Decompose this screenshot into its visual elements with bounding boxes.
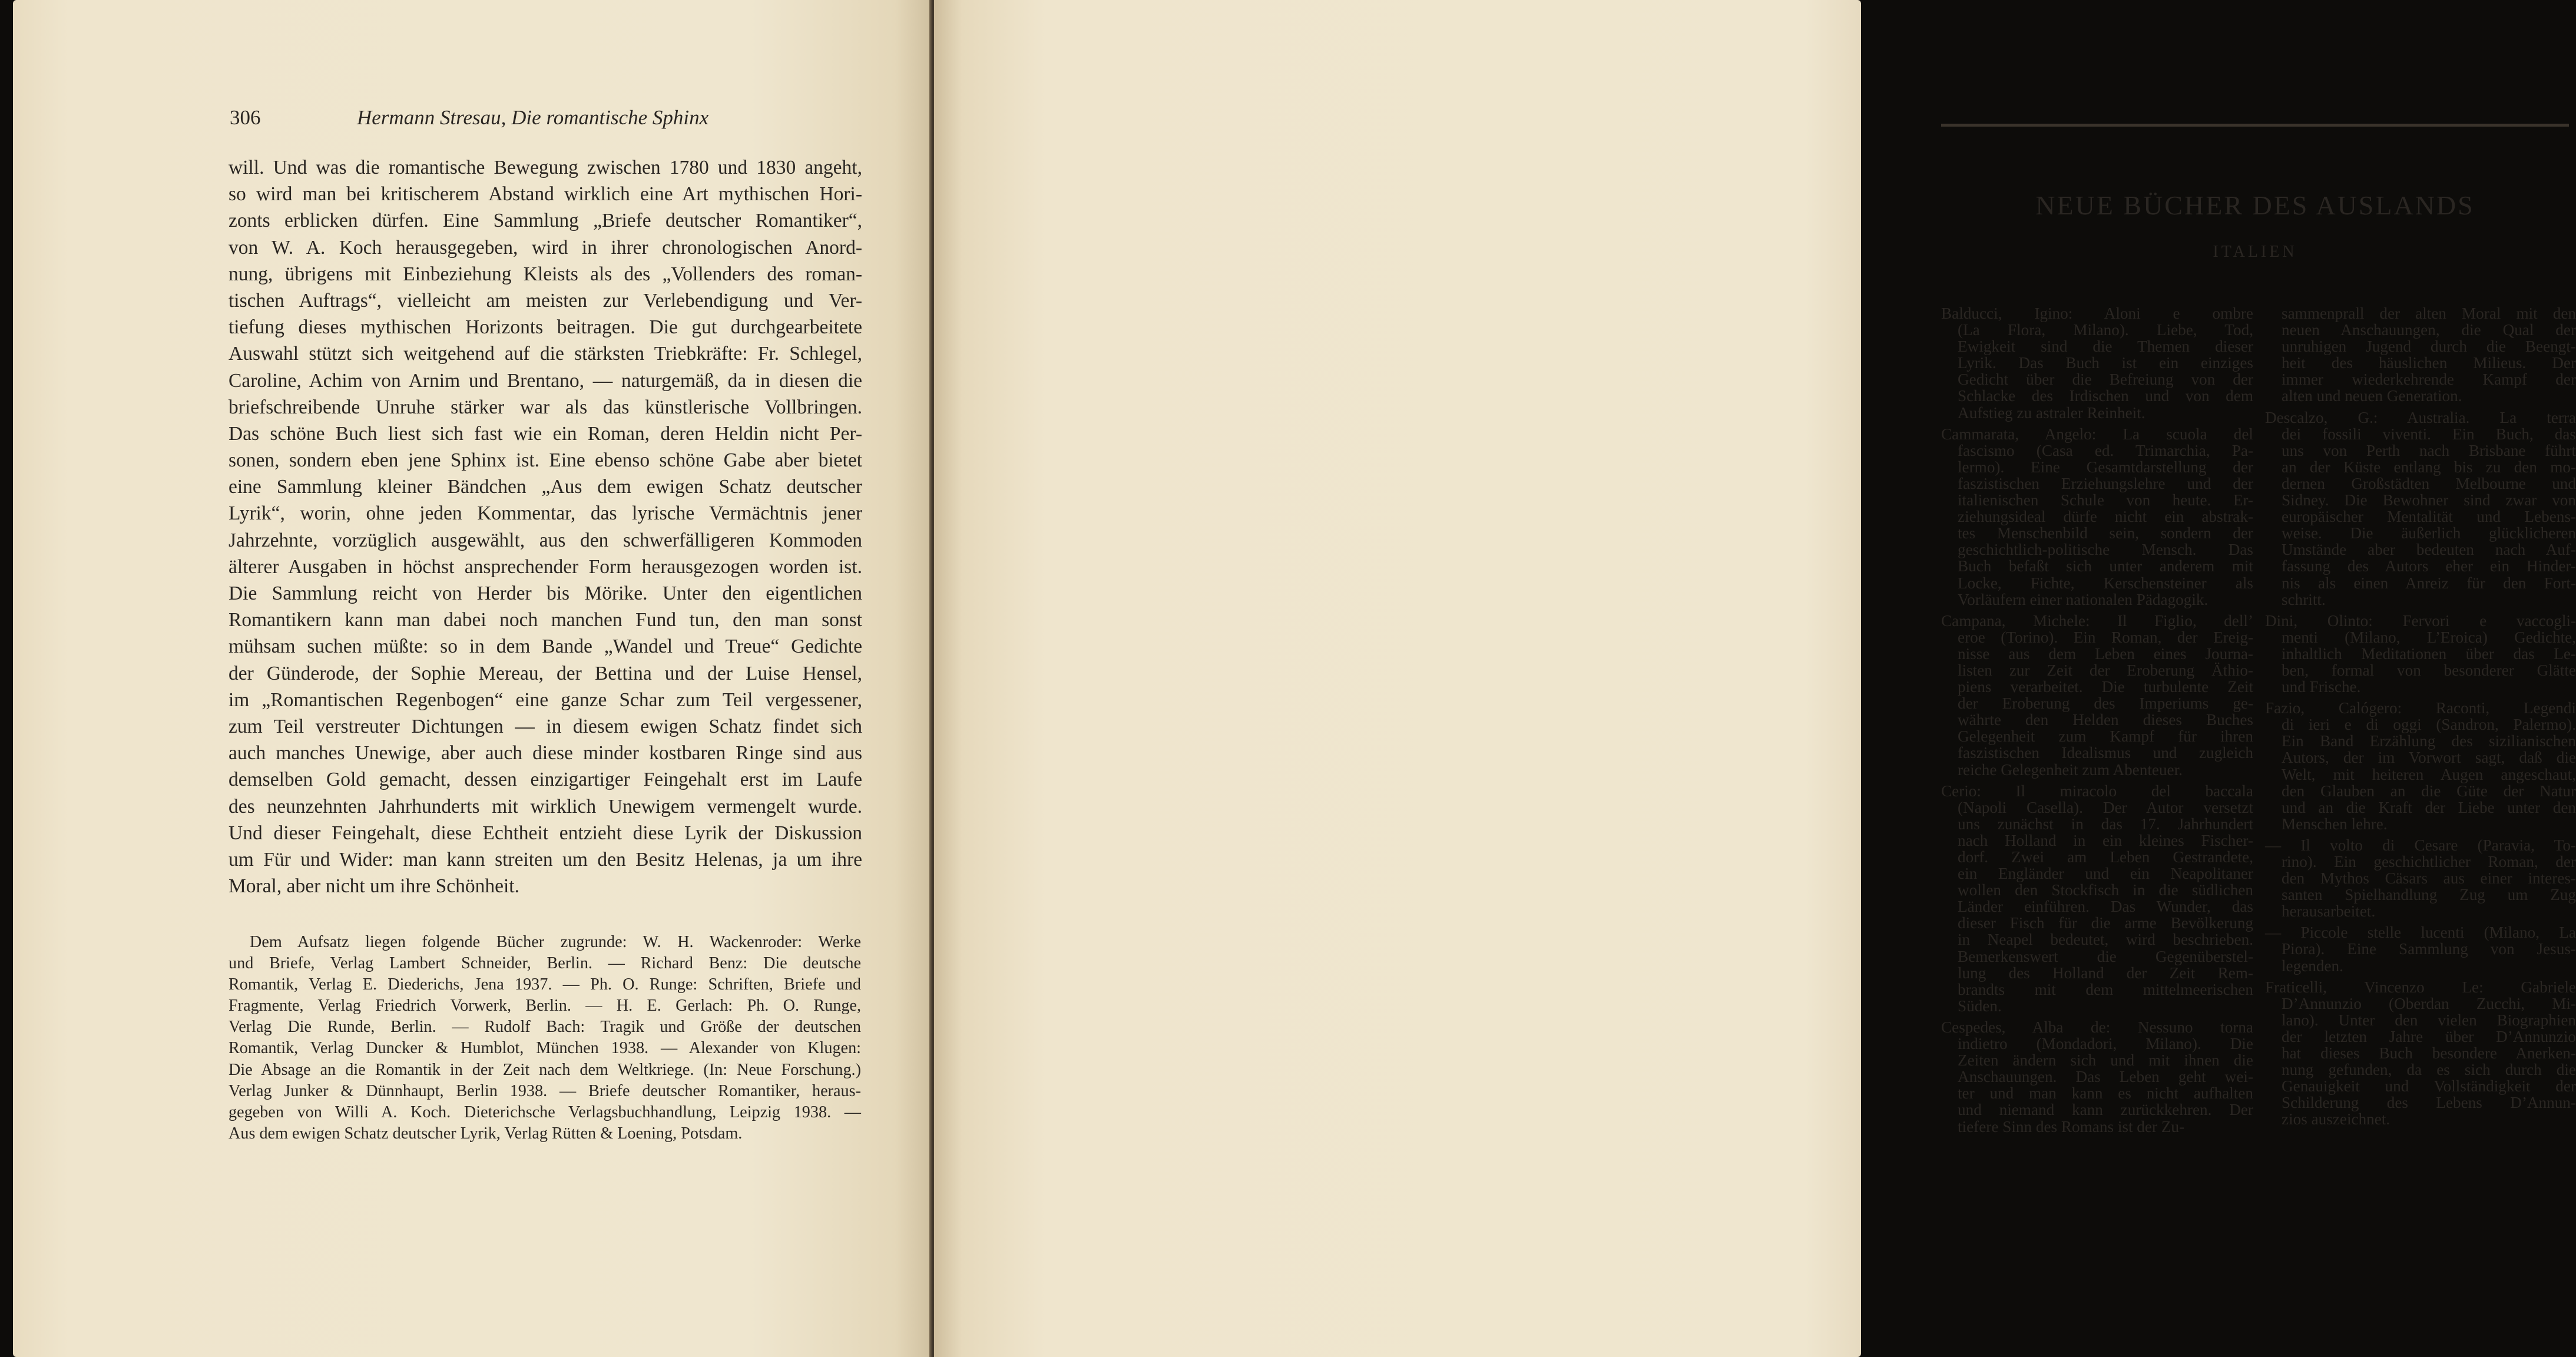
book-entry-line: Sidney. Die Bewohner sind zwar von [2282,491,2576,509]
book-entry-line: brandts mit dem mittelmeerischen [1958,980,2253,998]
body-line: der Günderode, der Sophie Mereau, der Bettina und der Luise Hensel, [229,662,862,684]
body-line: Auswahl stützt sich weitgehend auf die stärksten Triebkräfte: Fr. Schlegel, [229,343,862,365]
book-entry-line: und niemand kann zurückkehren. Der [1958,1101,2253,1119]
body-line: Romantikern kann man dabei noch manchen Fund tun, den man sonst [229,609,862,631]
book-entry-line: nis als einen Anreiz für den Fort- [2282,574,2576,592]
book-entry-line: indietro (Mondadori, Milano). Die [1958,1035,2253,1053]
book-entry-line: und Frische. [2282,678,2361,696]
book-entry-heading: Dini, Olinto: Fervori e vaccogli- [2265,611,2576,630]
book-entry-line: an der Küste entlang bis zu den mo- [2282,458,2576,476]
footnote-line: und Briefe, Verlag Lambert Schneider, Berlin. — Richard Benz: Die deutsche [229,954,861,973]
book-entry-line: Süden. [1958,997,2002,1015]
book-entry-line: fassung des Autors eher ein Hinder- [2282,557,2576,575]
book-entry-line: Gelegenheit zum Kampf für ihren [1958,727,2253,746]
footnote-line: Romantik, Verlag Duncker & Humblot, München 1938. — Alexander von Klugen: [229,1039,861,1058]
book-entry-heading: — Piccole stelle lucenti (Milano, La [2265,924,2576,942]
book-entry-line: Umstände aber bedeuten nach Auf- [2282,541,2576,559]
book-entry-line: ein Engländer und ein Neapolitaner [1958,865,2253,883]
body-line: tischen Auftrags“, vielleicht am meisten zur Verlebendigung und Ver- [229,289,862,312]
body-line: im „Romantischen Regenbogen“ eine ganze Schar zum Teil vergessener, [229,689,862,711]
book-entry [2265,979,2576,1128]
book-entry-line: Ewigkeit sind die Themen dieser [1958,337,2253,356]
book-entry-line: listen zur Zeit der Eroberung Äthio- [1958,661,2253,679]
footnote-line: Fragmente, Verlag Friedrich Vorwerk, Berlin. — H. E. Gerlach: Ph. O. Runge, [229,997,861,1015]
body-line: älterer Ausgaben in höchst ansprechender Form herausgezogen worden ist. [229,555,862,578]
body-text [229,154,862,899]
book-entry-line: ziehungsideal dürfe nicht ein abstrak- [1958,508,2253,526]
body-line: mühsam suchen müßte: so in dem Bande „Wandel und Treue“ Gedichte [229,636,862,658]
book-entry-line: unruhigen Jugend durch die Beengt- [2282,337,2576,356]
book-entry-line: sammenprall der alten Moral mit den [2282,305,2576,322]
book-entry-line: di ieri e di oggi (Sandron, Palermo). [2282,716,2576,734]
section-title: NEUE BÜCHER DES AUSLANDS [2035,190,2475,220]
section-subtitle: ITALIEN [2213,243,2297,261]
body-line: von W. A. Koch herausgegeben, wird in ihrer chronologischen Anord- [229,236,862,259]
footnote-line: Aus dem ewigen Schatz deutscher Lyrik, Verlag Rütten & Loening, Potsdam. [229,1124,743,1143]
book-entry-line: Buch befaßt sich unter anderem mit [1958,557,2253,575]
body-line: eine Sammlung kleiner Bändchen „Aus dem ewigen Schatz deutscher [229,476,862,498]
book-entry-line: Schlacke des Irdischen und von dem [1958,387,2253,405]
book-entry-line: dei fossili viventi. Ein Buch, das [2282,425,2576,443]
book-entry-line: schritt. [2282,590,2326,608]
book-entry-line: den Glauben an die Güte der Natur [2282,782,2576,800]
body-line: Jahrzehnte, vorzüglich ausgewählt, aus den schwerfälligeren Kommoden [229,529,862,551]
book-entry-line: den Mythos Cäsars aus einer interes- [2282,869,2576,888]
book-entry-heading: Cerio: Il miracolo del baccala [1941,782,2253,800]
book-entry [2265,924,2576,974]
footnote-line: Verlag Die Runde, Berlin. — Rudolf Bach: Tragik und Größe der deutschen [229,1018,861,1037]
body-line: sonen, sondern eben jene Sphinx ist. Eine ebenso schöne Gabe aber bietet [229,449,862,472]
footnote-line: Verlag Junker & Dünnhaupt, Berlin 1938. — Briefe deutscher Romantiker, heraus- [229,1081,861,1100]
book-entry-line: dernen Großstädten Melbourne und [2282,474,2576,492]
book-entry-line: immer wiederkehrende Kampf der [2282,370,2576,389]
book-entry-line: Lyrik. Das Buch ist ein einziges [1958,354,2253,372]
book-entry-line: heit des häuslichen Milieus. Der [2282,354,2576,372]
book-entry [1941,305,2253,421]
book-entry-line: in Neapel bedeutet, wird beschrieben. [1958,931,2253,949]
book-entry-line: italienischen Schule von heute. Er- [1958,491,2253,509]
book-entry-line: rino). Ein geschichtlicher Roman, der [2282,853,2576,871]
book-entry-line: Autors, der im Vorwort sagt, daß die [2282,749,2576,767]
running-head-title: Hermann Stresau, Die romantische Sphinx [357,106,709,129]
body-line: zonts erblicken dürfen. Eine Sammlung „Briefe deutscher Romantiker“, [229,210,862,232]
book-entry-line: herausarbeitet. [2282,902,2376,921]
book-entry [2265,837,2576,919]
book-entry [1941,783,2253,1014]
book-entry-line: santen Spielhandlung Zug um Zug [2282,886,2576,904]
book-entry-line: dorf. Zwei am Leben Gestrandete, [1958,848,2253,866]
book-entry-line: tiefere Sinn des Romans ist der Zu- [1958,1117,2185,1136]
book-entry-line: hat dieses Buch besondere Anerken- [2282,1044,2576,1063]
book-entry-line: ben, formal von besonderer Glätte [2282,661,2576,679]
book-entry-line: der Eroberung des Imperiums ge- [1958,694,2253,713]
book-entry-line: legenden. [2282,956,2343,975]
book-entry-line: Schilderung des Lebens D’Annun- [2282,1094,2576,1112]
book-entry-heading: Balducci, Igino: Aloni e ombre [1941,305,2253,322]
book-entry-line: lermo). Eine Gesamtdarstellung der [1958,458,2253,476]
book-entry-line: Locke, Fichte, Kerschensteiner als [1958,574,2253,592]
book-entry-line: tes Menschenbild sein, sondern der [1958,524,2253,542]
book-entry-line: ter und man kann es nicht aufhalten [1958,1084,2253,1103]
book-entry [1941,1019,2253,1135]
body-line: des neunzehnten Jahrhunderts mit wirklich Unewigem vermengelt wurde. [229,795,862,817]
book-entry-line: dieser Fisch für die arme Bevölkerung [1958,914,2253,932]
page-number: 306 [230,106,261,129]
body-line: Die Sammlung reicht von Herder bis Mörike. Unter den eigentlichen [229,582,862,604]
book-entry-heading: Cespedes, Alba de: Nessuno torna [1941,1018,2253,1036]
book-entry-line: europäischer Mentalität und Lebens- [2282,508,2576,526]
book-entry-line: Gedicht über die Befreiung von der [1958,370,2253,389]
book-entry [1941,426,2253,608]
book-entry-heading: Fraticelli, Vincenzo Le: Gabriele [2265,978,2576,996]
book-entry-line: Welt, mit heiteren Augen angeschaut, [2282,765,2576,783]
book-entry-line: piens verarbeitet. Die turbulente Zeit [1958,678,2253,696]
book-entry-line: Genauigkeit und Vollständigkeit der [2282,1077,2576,1095]
book-entry-line: inhaltlich Meditationen über das Le- [2282,644,2576,663]
book-entry-line: Länder einführen. Das Wunder, das [1958,898,2253,916]
book-entry-heading: Fazio, Calógero: Raconti, Legendi [2265,699,2576,717]
book-entry-line: Vorläufern einer nationalen Pädagogik. [1958,590,2209,608]
book-entry-line: neuen Anschauungen, die Qual der [2282,321,2576,339]
book-entry-line: faszistischen Erziehungslehre und der [1958,474,2253,492]
left-page [13,0,932,1357]
book-entry-line: und an die Kraft der Liebe unter den [2282,798,2576,816]
book-entry-line: nach Holland in ein kleines Fischer- [1958,831,2253,849]
book-entry-line: fascismo (Casa ed. Trimarchia, Pa- [1958,441,2253,459]
body-line: Moral, aber nicht um ihre Schönheit. [229,875,519,898]
book-entry-heading: — Il volto di Cesare (Paravia, To- [2265,836,2576,854]
book-entry-line: faszistischen Idealismus und zugleich [1958,744,2253,762]
body-line: demselben Gold gemacht, dessen einzigartiger Feingehalt erst im Laufe [229,769,862,791]
body-line: auch manches Unewige, aber auch diese minder kostbaren Ringe sind aus [229,742,862,764]
book-entry-heading: Descalzo, G.: Australia. La terra [2265,408,2576,426]
book-entry-line: lano). Unter den vielen Biographien [2282,1011,2576,1029]
book-entry-line: uns zunächst in das 17. Jahrhundert [1958,815,2253,833]
book-entry-line: (Napoli Casella). Der Autor versetzt [1958,798,2253,816]
book-entry-line: der letzten Jahre über D’Annunzio [2282,1027,2576,1045]
right-page [934,0,2576,1357]
footnote-line: Romantik, Verlag E. Diederichs, Jena 1937. — Ph. O. Runge: Schriften, Briefe und [229,975,861,994]
book-entry [2265,409,2576,608]
book-entry-line: weise. Die äußerlich glücklicheren [2282,524,2576,542]
book-entry-line: Menschen lehre. [2282,815,2388,833]
book-list-column-1 [1941,305,2253,1135]
body-line: so wird man bei kritischerem Abstand wirklich eine Art mythischen Hori- [229,183,862,206]
book-entry-line: (La Flora, Milano). Liebe, Tod, [1958,321,2253,339]
book-entry-line: alten und neuen Generation. [2282,387,2462,405]
book-entry-line: reiche Gelegenheit zum Abenteuer. [1958,760,2183,779]
body-line: will. Und was die romantische Bewegung zwischen 1780 und 1830 angeht, [229,157,862,178]
book-entry-line: zios auszeichnet. [2282,1110,2390,1128]
footnote-line: Die Absage an die Romantik in der Zeit nach dem Weltkriege. (In: Neue Forschung.) [229,1060,861,1079]
book-entry-heading: Campana, Michele: Il Figlio, dell’ [1941,611,2253,630]
footnote [229,932,861,1144]
book-entry-line: Aufstieg zu astraler Reinheit. [1958,403,2145,422]
book-entry-line: lung des Holland der Zeit Rem- [1958,964,2253,982]
body-line: nung, übrigens mit Einbeziehung Kleists als des „Vollenders des roman- [229,263,862,285]
footnote-line: Dem Aufsatz liegen folgende Bücher zugrunde: W. H. Wackenroder: Werke [250,933,861,951]
body-line: Das schöne Buch liest sich fast wie ein Roman, deren Heldin nicht Per- [229,422,862,445]
book-entry [1941,613,2253,778]
book-entry-line: eroe (Torino). Ein Roman, der Ereig- [1958,628,2253,646]
book-entry-line: nung gefunden, da es sich durch die [2282,1061,2576,1079]
body-line: briefschreibende Unruhe stärker war als das künstlerische Vollbringen. [229,396,862,418]
book-entry-line: menti (Milano, L’Eroica) Gedichte, [2282,628,2576,646]
body-line: um Für und Wider: man kann streiten um den Besitz Helenas, ja um ihre [229,848,862,871]
body-line: tiefung dieses mythischen Horizonts beitragen. Die gut durchgearbeitete [229,316,862,339]
book-entry-heading: Cammarata, Angelo: La scuola del [1941,425,2253,443]
book-entry-line: Ein Band Erzählung des sizilianischen [2282,732,2576,750]
book-entry-line: währte den Helden dieses Buches [1958,711,2253,729]
book-entry-line: D’Annunzio (Oberdan Zucchi, Mi- [2282,994,2576,1012]
book-entry [2265,305,2576,405]
header-rule [1941,124,2569,127]
book-entry [2265,700,2576,832]
book-entry-line: geschichtlich-politische Mensch. Das [1958,541,2253,559]
book-entry-line: Bemerkenswert die Gegenüberstel- [1958,947,2253,965]
body-line: Lyrik“, worin, ohne jeden Kommentar, das lyrische Vermächtnis jener [229,502,862,525]
book-entry-line: Zeiten ändern sich und mit ihnen die [1958,1051,2253,1070]
book-entry-line: Anschauungen. Das Leben geht wei- [1958,1068,2253,1086]
running-head [230,106,866,130]
body-line: Und dieser Feingehalt, diese Echtheit entzieht diese Lyrik der Diskussion [229,822,862,844]
book-entry [2265,613,2576,695]
book-list-column-2 [2265,305,2576,1128]
body-line: Caroline, Achim von Arnim und Brentano, — naturgemäß, da in diesen die [229,369,862,392]
book-entry-line: uns von Perth nach Brisbane führt [2282,441,2576,459]
book-entry-line: wollen den Stockfisch in die südlichen [1958,881,2253,899]
body-line: zum Teil verstreuter Dichtungen — in diesem ewigen Schatz findet sich [229,715,862,737]
footnote-line: gegeben von Willi A. Koch. Dieterichsche Verlagsbuchhandlung, Leipzig 1938. — [229,1103,861,1121]
book-entry-line: nisse aus dem Leben eines Journa- [1958,644,2253,663]
book-entry-line: Piora). Eine Sammlung von Jesus- [2282,940,2576,958]
